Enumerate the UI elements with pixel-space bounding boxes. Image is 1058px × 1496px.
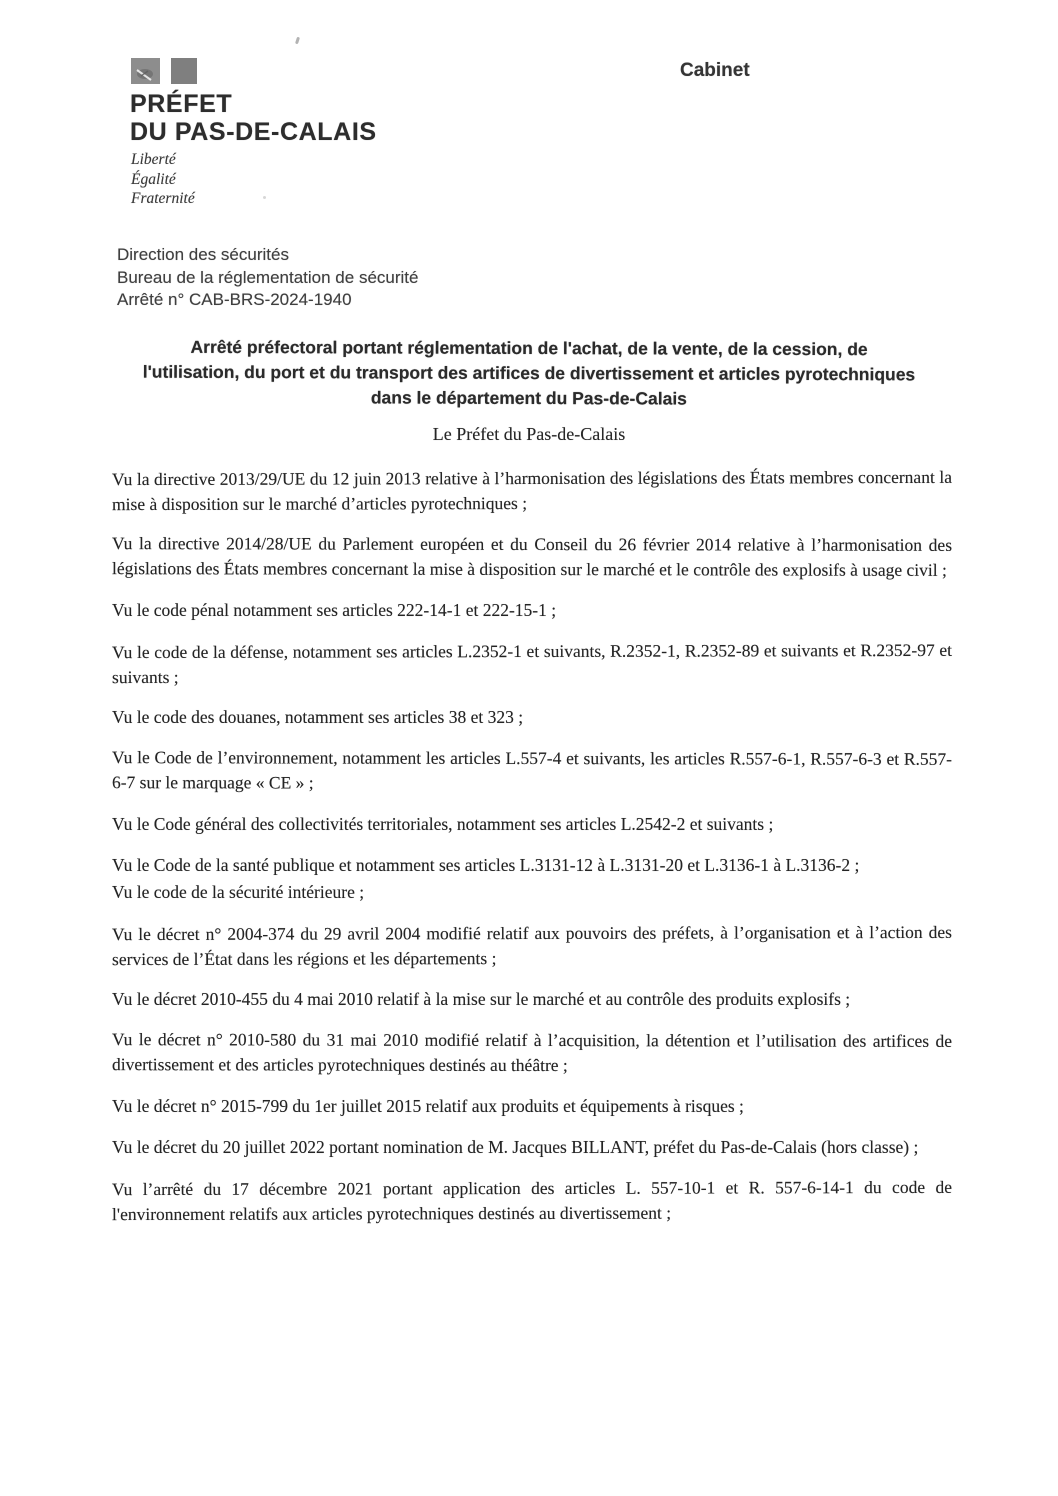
recital-paragraph: Vu le code de la sécurité intérieure ; [112,882,365,902]
decree-number: Arrêté n° CAB-BRS-2024-1940 [117,290,352,309]
recitals [112,466,952,1242]
recital-paragraph: Vu le décret n° 2015-799 du 1er juillet 2015 relatif aux produits et équipements à risques ; [112,1096,744,1116]
service-bureau: Bureau de la réglementation de sécurité [117,267,419,287]
recital-paragraph: Vu le code des douanes, notamment ses articles 38 et 323 ; [112,707,524,727]
recital-paragraph: Vu le décret n° 2004-374 du 29 avril 2004 modifié relatif aux pouvoirs des préfets, à l’organisation et à l’action des services de l’État dans les régions et les départements ; [111,921,952,970]
recital-paragraph: Vu l’arrêté du 17 décembre 2021 portant application des articles L. 557-10-1 et R. 557-6-14-1 du code de l'environnement relatifs aux articles pyrotechniques destinés au divertissement ; [111,1176,952,1225]
recital-paragraph: Vu le code de la défense, notamment ses articles L.2352-1 et suivants, R.2352-1, R.2352-89 et suivants et R.2352-97 et suivants ; [111,639,952,688]
marianne-logo-icon [131,56,197,90]
prefet-name: PRÉFET [130,90,233,118]
recital-paragraph: Vu le Code général des collectivités territoriales, notamment ses articles L.2542-2 et suivants ; [112,814,774,834]
cabinet-label: Cabinet [680,60,750,81]
decree-title-line: l'utilisation, du port et du transport des artifices de divertissement et articles pyrotechniques [142,361,916,385]
salutation: Le Préfet du Pas-de-Calais [432,424,626,444]
decree-title [109,335,949,413]
decree-title-line: dans le département du Pas-de-Calais [370,387,687,409]
recital-paragraph: Vu le décret n° 2010-580 du 31 mai 2010 modifié relatif à l’acquisition, la détention et l’utilisation des artifices de divertissement et des articles pyrotechniques destinés au théâtre ; [111,1029,953,1076]
scan-speckle [295,37,300,45]
recital-paragraph: Vu le Code de la santé publique et notamment ses articles L.3131-12 à L.3131-20 et L.3136-1 à L.3136-2 ; [112,855,860,875]
recital-paragraph: Vu la directive 2014/28/UE du Parlement européen et du Conseil du 26 février 2014 relative à l’harmonisation des législations des États membres concernant la mise à disposition sur le marché et le contrôle des explosifs à usage civil ; [111,533,953,580]
prefet-department: DU PAS-DE-CALAIS [130,118,377,146]
recital-paragraph: Vu le Code de l’environnement, notamment les articles L.557-4 et suivants, les articles R.557-6-1, R.557-6-3 et R.557-6-7 sur le marquage « CE » ; [111,747,953,793]
service-direction: Direction des sécurités [117,245,289,264]
motto-liberte: Liberté [131,151,176,168]
republic-motto [131,150,195,209]
motto-egalite: Égalité [131,170,176,188]
recital-paragraph: Vu le code pénal notamment ses articles 222-14-1 et 222-15-1 ; [112,600,557,620]
scan-speckle [263,196,266,199]
decree-title-line: Arrêté préfectoral portant réglementation de l'achat, de la vente, de la cession, de [190,336,868,360]
motto-fraternite: Fraternité [131,190,195,207]
recital-paragraph: Vu le décret du 20 juillet 2022 portant nomination de M. Jacques BILLANT, préfet du Pas-de-Calais (hors classe) ; [112,1137,919,1157]
service-block [117,244,418,312]
recital-paragraph: Vu la directive 2013/29/UE du 12 juin 2013 relative à l’harmonisation des législations des États membres concernant la mise à disposition sur le marché d’articles pyrotechniques ; [111,466,952,515]
recital-paragraph: Vu le décret 2010-455 du 4 mai 2010 relatif à la mise sur le marché et au contrôle des produits explosifs ; [112,989,851,1009]
